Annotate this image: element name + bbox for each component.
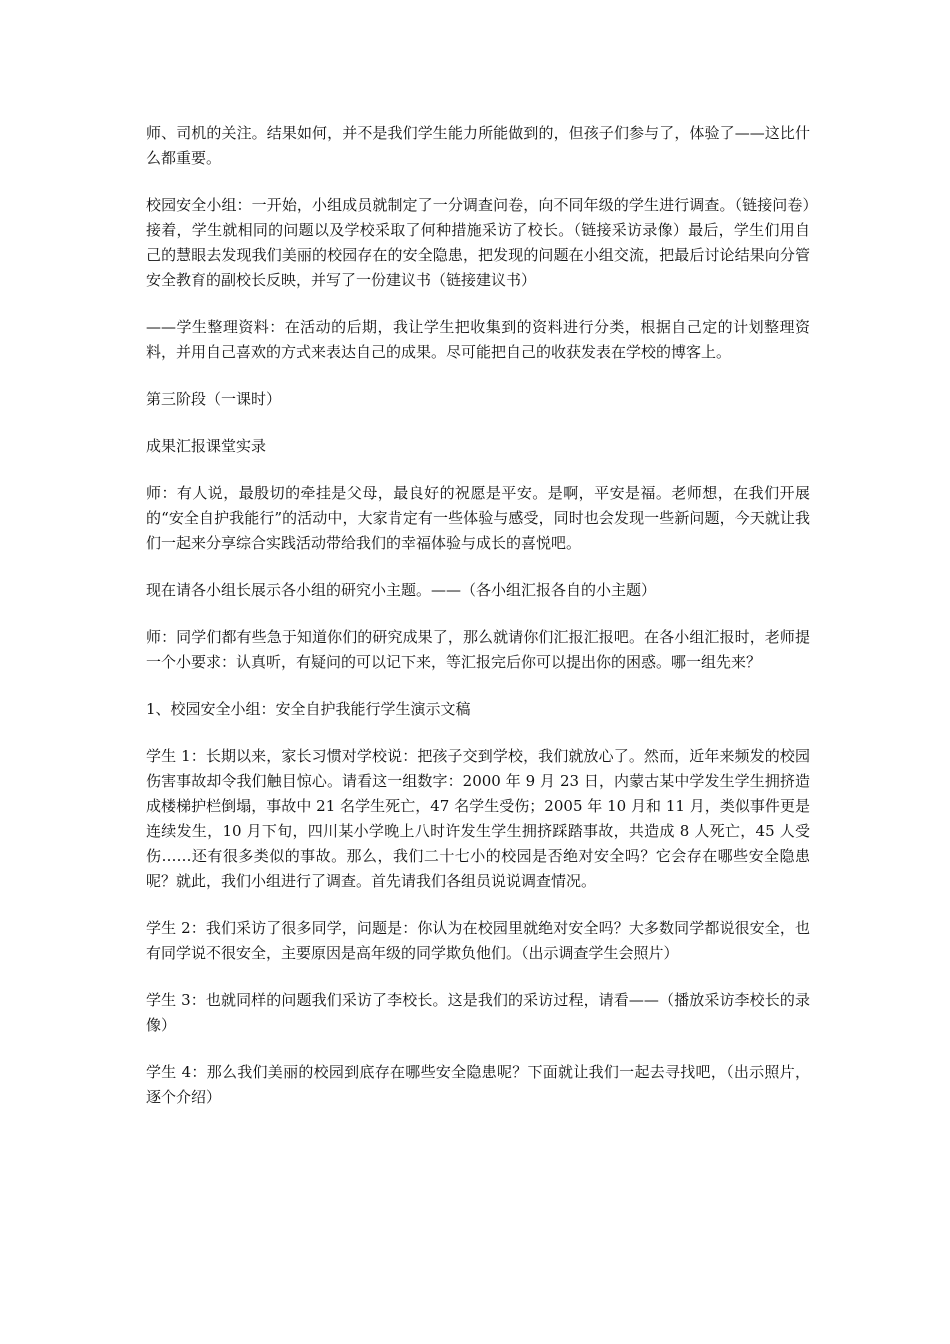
paragraph: ——学生整理资料：在活动的后期，我让学生把收集到的资料进行分类，根据自己定的计划整理资料，并用自己喜欢的方式来表达自己的成果。尽可能把自己的收获发表在学校的博客上。 xyxy=(146,318,810,361)
paragraph: 学生 3：也就同样的问题我们采访了李校长。这是我们的采访过程，请看——（播放采访李校长的录像） xyxy=(146,991,810,1034)
section-heading: 第三阶段（一课时） xyxy=(146,390,282,408)
paragraph: 师：有人说，最殷切的牵挂是父母，最良好的祝愿是平安。是啊，平安是福。老师想，在我们开展的“安全自护我能行”的活动中，大家肯定有一些体验与感受，同时也会发现一些新问题，今天就让我们一起来分享综合实践活动带给我们的幸福体验与成长的喜悦吧。 xyxy=(146,484,810,552)
paragraph: 学生 2：我们采访了很多同学，问题是：你认为在校园里就绝对安全吗？大多数同学都说很安全，也有同学说不很安全，主要原因是高年级的同学欺负他们。（出示调查学生会照片） xyxy=(146,919,810,962)
section-subheading: 成果汇报课堂实录 xyxy=(146,437,267,455)
paragraph: 学生 4：那么我们美丽的校园到底存在哪些安全隐患呢？下面就让我们一起去寻找吧，（出示照片，逐个介绍） xyxy=(146,1063,810,1106)
document-body xyxy=(146,121,810,1132)
paragraph: 师：同学们都有些急于知道你们的研究成果了，那么就请你们汇报汇报吧。在各小组汇报时，老师提一个小要求：认真听，有疑问的可以记下来，等汇报完后你可以提出你的困惑。哪一组先来？ xyxy=(146,628,810,671)
paragraph: 学生 1：长期以来，家长习惯对学校说：把孩子交到学校，我们就放心了。然而，近年来频发的校园伤害事故却令我们触目惊心。请看这一组数字：2000 年 9 月 23 日，内蒙古某中学发生学生拥挤造成楼梯护栏倒塌，事故中 21 名学生死亡，47 名学生受伤；2005 年 10 月和 11 月，类似事件更是连续发生，10 月下旬，四川某小学晚上八时许发生学生拥挤踩踏事故，共造成 8 人死亡，45 人受伤……还有很多类似的事故。那么，我们二十七小的校园是否绝对安全吗？它会存在哪些安全隐患呢？就此，我们小组进行了调查。首先请我们各组员说说调查情况。 xyxy=(146,747,810,890)
paragraph: 校园安全小组：一开始，小组成员就制定了一分调查问卷，向不同年级的学生进行调查。（链接问卷）接着，学生就相同的问题以及学校采取了何种措施采访了校长。（链接采访录像）最后，学生们用自己的慧眼去发现我们美丽的校园存在的安全隐患，把发现的问题在小组交流，把最后讨论结果向分管安全教育的副校长反映，并写了一份建议书（链接建议书） xyxy=(146,196,810,289)
paragraph: 师、司机的关注。结果如何，并不是我们学生能力所能做到的，但孩子们参与了，体验了——这比什么都重要。 xyxy=(146,124,810,167)
paragraph: 现在请各小组长展示各小组的研究小主题。——（各小组汇报各自的小主题） xyxy=(146,581,657,599)
group-heading: 1、校园安全小组：安全自护我能行学生演示文稿 xyxy=(146,700,471,718)
